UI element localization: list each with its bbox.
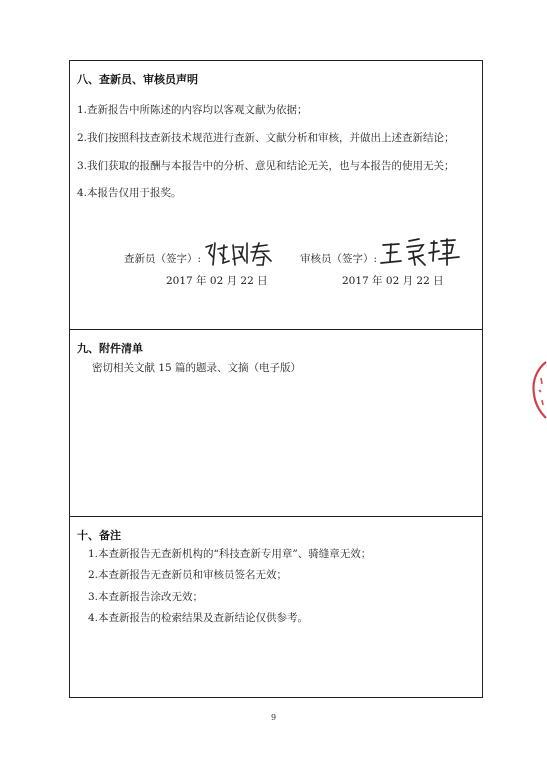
searcher-signature-label: 查新员（签字）: (124, 253, 202, 265)
declaration-item: 4.本报告仅用于报奖。 (77, 187, 182, 199)
remark-item: 1.本查新报告无查新机构的“科技查新专用章”、骑缝章无效； (88, 548, 372, 560)
section-attachments (70, 330, 482, 517)
section-declaration (70, 61, 482, 330)
declaration-item: 1.查新报告中所陈述的内容均以客观文献为依据； (77, 104, 308, 116)
section-remarks (70, 517, 482, 697)
remark-item: 4.本查新报告的检索结果及查新结论仅供参考。 (88, 612, 309, 624)
reviewer-signature-label: 审核员（签字）: (300, 253, 378, 265)
searcher-signature (203, 239, 275, 269)
section-heading: 八、查新员、审核员声明 (77, 73, 198, 86)
declaration-item: 2.我们按照科技查新技术规范进行查新、文献分析和审核，并做出上述查新结论； (77, 132, 455, 144)
seal-fragment (518, 360, 547, 420)
remark-item: 2.本查新报告无查新员和审核员签名无效； (88, 569, 288, 581)
declaration-item: 3.我们获取的报酬与本报告中的分析、意见和结论无关，也与本报告的使用无关； (77, 160, 455, 172)
searcher-signature-date: 2017 年 02 月 22 日 (166, 275, 268, 287)
section-heading: 九、附件清单 (77, 342, 143, 355)
attachment-item: 密切相关文献 15 篇的题录、文摘（电子版） (92, 362, 302, 374)
section-heading: 十、备注 (77, 529, 121, 542)
remark-item: 3.本查新报告涂改无效； (88, 591, 204, 603)
report-frame (69, 60, 483, 698)
reviewer-signature (379, 235, 461, 269)
page-number: 9 (270, 713, 277, 722)
reviewer-signature-date: 2017 年 02 月 22 日 (342, 275, 444, 287)
